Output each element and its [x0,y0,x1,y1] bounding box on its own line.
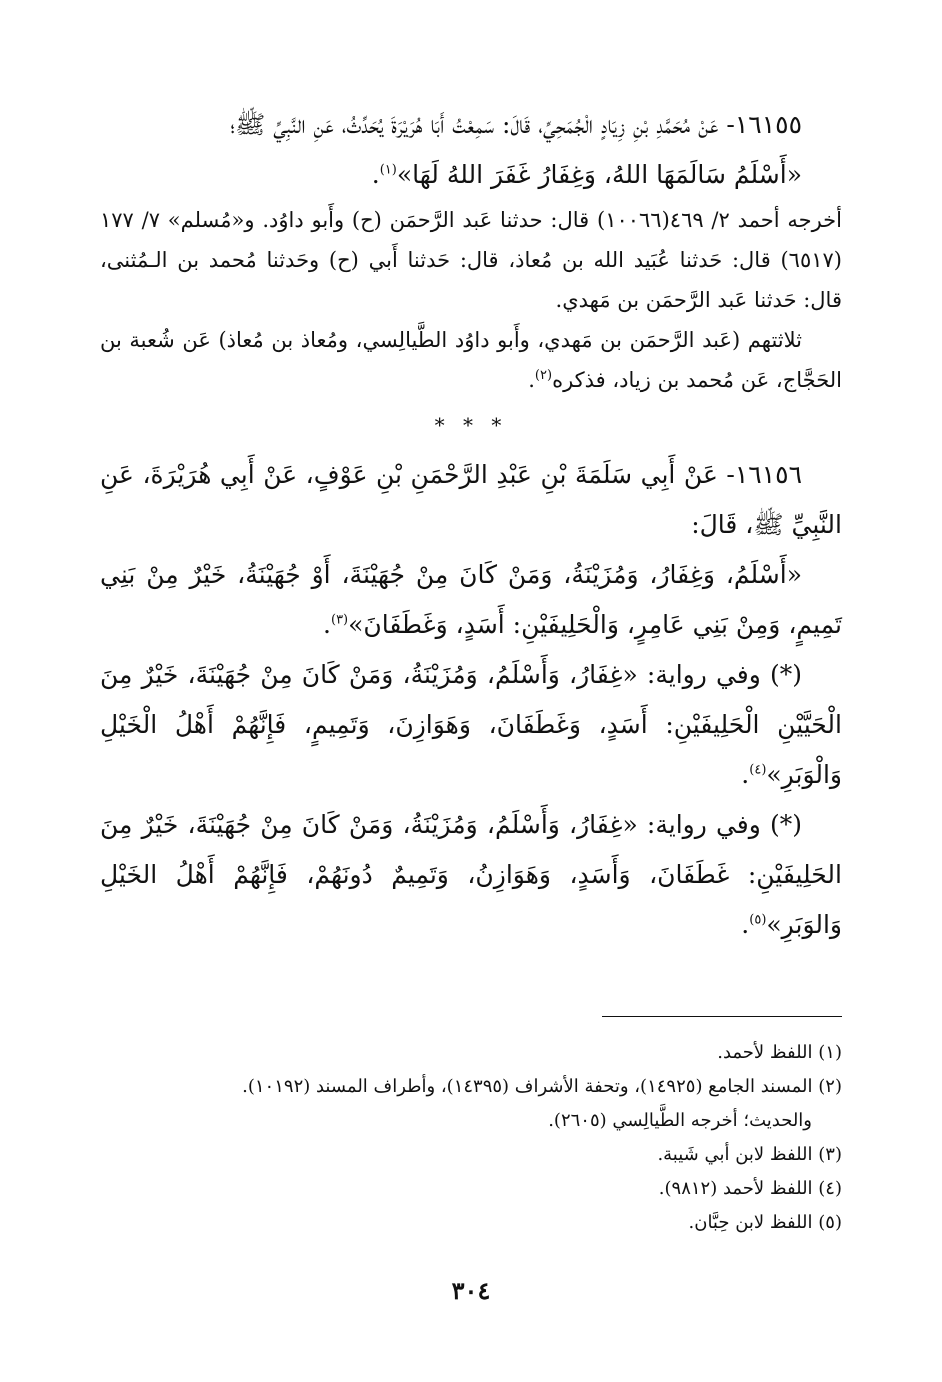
footnote-2-continuation: والحديث؛ أخرجه الطَّيالِسي (٢٦٠٥). [548,1110,812,1131]
section-separator: * * * [434,413,508,437]
hadith-16155-takhrij-1: أخرجه أحمد ٢/ ٤٦٩(١٠٠٦٦) قال: حدثنا عَبد الرَّحمَن (ح) وأَبو داوُد. و«مُسلم» ٧/ ١٧٧ (٦٥١٧) قال: حَدثنا عُبَيد الله بن مُعاذ، قال: حَدثنا أَبي (ح) وحَدثنا مُحمد بن الـمُثنى، قال: حَدثنا عَبد الرَّحمَن بن مَهدي. [100,208,842,312]
footnotes [100,1036,842,1240]
hadith-16155-takhrij-2: ثلاثتهم (عَبد الرَّحمَن بن مَهدي، وأَبو داوُد الطَّيالِسي، ومُعاذ بن مُعاذ) عَن شُعبة بن الحَجَّاج، عَن مُحمد بن زياد، فذكره$^{(٢)}$. [100,328,842,392]
footnote-5: (٥) اللفظ لابن حِبَّان. [688,1212,842,1233]
main-text [100,100,842,950]
hadith-16156-rewaya-2: (*) وفي رواية: «غِفَارُ، وَأَسْلَمُ، وَمُزَيْنَةُ، وَمَنْ كَانَ مِنْ جُهَيْنَةَ، خَيْرٌ مِنَ الحَلِيفَيْنِ: غَطَفَانَ، وَأَسَدٍ، وَهَوَازِنُ، وَتَمِيمٌ دُونَهُمْ، فَإِنَّهُمْ أَهْلُ الخَيْلِ وَالوَبَرِ»$^{(٥)}$. [100,810,842,939]
hadith-16155-matn: «أَسْلَمُ سَالَمَهَا اللهُ، وَغِفَارُ غَفَرَ اللهُ لَهَا»$^{(١)}$. [371,160,802,189]
hadith-16156-matn: «أَسْلَمُ، وَغِفَارُ، وَمُزَيْنَةُ، وَمَنْ كَانَ مِنْ جُهَيْنَةَ، أَوْ جُهَيْنَةُ، خَيْرٌ مِنْ بَنِي تَمِيمٍ، وَمِنْ بَنِي عَامِرٍ، وَالْحَلِيفَيْنِ: أَسَدٍ، وَغَطَفَانَ»$^{(٣)}$. [100,560,842,639]
footnote-3: (٣) اللفظ لابن أبي شَيبة. [657,1144,842,1165]
footnote-ref-1: (١) [379,162,397,178]
footnote-divider [602,1016,842,1017]
footnote-ref-4: (٤) [749,762,767,778]
footnote-2: (٢) المسند الجامع (١٤٩٢٥)، وتحفة الأشراف (١٤٣٩٥)، وأطراف المسند (١٠١٩٢). [242,1076,842,1097]
hadith-16155-heading: ١٦١٥٥- عَنْ مُحَمَّدِ بْنِ زِيَادٍ الْجُمَحِيِّ، قَالَ: سَمِعْتُ أَبَا هُرَيْرَةَ يُحَدِّثُ، عَنِ النَّبِيِّ ﷺ؛ [230,110,802,139]
footnote-1: (١) اللفظ لأحمد. [717,1042,842,1063]
hadith-16156-heading: ١٦١٥٦- عَنْ أَبِي سَلَمَةَ بْنِ عَبْدِ الرَّحْمَنِ بْنِ عَوْفٍ، عَنْ أَبِي هُرَيْرَةَ، عَنِ النَّبِيِّ ﷺ، قَالَ: [100,460,842,539]
hadith-16156-rewaya-1: (*) وفي رواية: «غِفَارُ، وَأَسْلَمُ، وَمُزَيْنَةُ، وَمَنْ كَانَ مِنْ جُهَيْنَةَ، خَيْرٌ مِنَ الْحَيَّيْنِ الْحَلِيفَيْنِ: أَسَدٍ، وَغَطَفَانَ، وَهَوَازِنَ، وَتَمِيمٍ، فَإِنَّهُمْ أَهْلُ الْخَيْلِ وَالْوَبَرِ»$^{(٤)}$. [100,660,842,789]
footnote-ref-5: (٥) [749,912,767,928]
footnote-ref-2: (٢) [534,368,553,383]
footnote-4: (٤) اللفظ لأحمد (٩٨١٢). [658,1178,842,1199]
page-number: ٣٠٤ [451,1276,491,1305]
footnote-ref-3: (٣) [330,612,349,628]
